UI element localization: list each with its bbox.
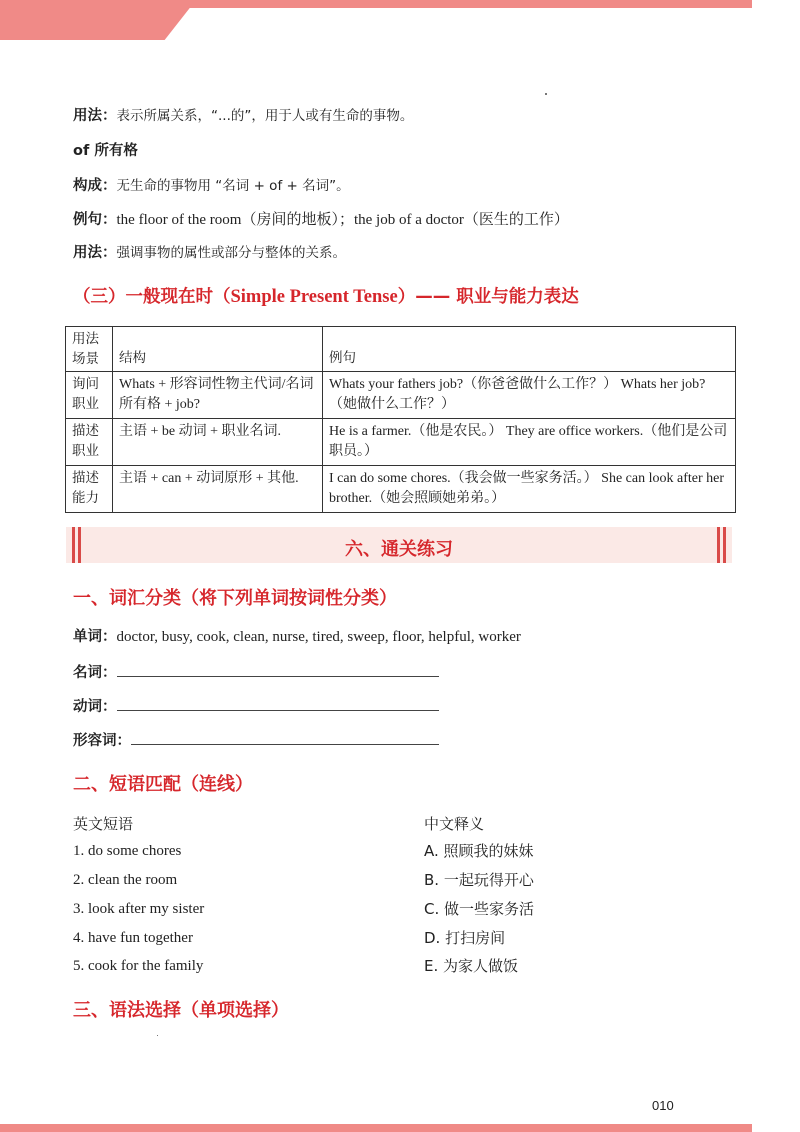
row-label: 询问 职业 <box>72 376 99 412</box>
exercise-1-title: 一、词汇分类（将下列单词按词性分类） <box>73 588 397 609</box>
page-number: 010 <box>652 1098 674 1113</box>
header-usage: 用法 场景 <box>72 331 99 367</box>
form-text: 无生命的事物用 “名词 + of + 名词”。 <box>116 178 350 194</box>
bottom-decor-bar <box>0 1124 752 1132</box>
noun-label: 名词： <box>73 665 117 681</box>
noun-line <box>73 662 439 683</box>
table-header-cell: 例句 <box>323 327 736 372</box>
usage-label-2: 用法： <box>73 245 117 261</box>
table-cell: Whats + 形容词性物主代词/名词所有格 + job? <box>113 372 323 419</box>
words-line <box>73 627 521 647</box>
phrase-item[interactable]: 2. clean the room <box>73 872 178 888</box>
speck <box>157 1035 158 1036</box>
table-row <box>66 419 736 466</box>
exercise-2-title: 二、短语匹配（连线） <box>73 774 253 795</box>
adj-label: 形容词： <box>73 733 131 749</box>
left-column-header: 英文短语 <box>73 815 134 833</box>
example-line <box>73 210 569 230</box>
speck <box>545 93 547 95</box>
table-header-cell: 结构 <box>113 327 323 372</box>
meaning-item[interactable]: C. 做一些家务活 <box>424 900 535 918</box>
phrase-item[interactable]: 1. do some chores <box>73 843 182 859</box>
adj-line <box>73 730 439 751</box>
verb-line <box>73 696 439 717</box>
phrase-item[interactable]: 3. look after my sister <box>73 901 205 917</box>
words-label: 单词： <box>73 629 117 645</box>
table-cell: 主语 + can + 动词原形 + 其他. <box>113 466 323 513</box>
table-header-row <box>66 327 736 372</box>
table-row <box>66 372 736 419</box>
usage-label: 用法： <box>73 108 117 124</box>
noun-answer-blank[interactable] <box>117 662 439 677</box>
words-list: doctor, busy, cook, clean, nurse, tired, sweep, floor, helpful, worker <box>116 629 521 645</box>
form-line <box>73 176 350 196</box>
row-label: 描述 职业 <box>72 423 99 459</box>
example-label: 例句： <box>73 212 117 228</box>
meaning-item[interactable]: E. 为家人做饭 <box>424 957 519 975</box>
adj-answer-blank[interactable] <box>131 730 439 745</box>
meaning-item[interactable]: D. 打扫房间 <box>424 929 506 947</box>
table-header-cell <box>66 327 113 372</box>
meaning-item[interactable]: B. 一起玩得开心 <box>424 871 534 889</box>
form-label: 构成： <box>73 178 117 194</box>
top-corner-decor <box>0 0 196 40</box>
right-column-header: 中文释义 <box>424 815 485 833</box>
section-title-present-tense <box>73 283 579 308</box>
example-text: the floor of the room（房间的地板）；the job of a doctor（医生的工作） <box>116 212 569 228</box>
usage-line-2 <box>73 243 346 263</box>
section-title-post: ）—— 职业与能力表达 <box>397 287 579 307</box>
section-title-pre: （三）一般现在时（ <box>73 287 231 307</box>
usage-text-2: 强调事物的属性或部分与整体的关系。 <box>116 245 346 261</box>
table-cell <box>66 466 113 513</box>
exercise-3-title: 三、语法选择（单项选择） <box>73 1000 289 1021</box>
meaning-item[interactable]: A. 照顾我的妹妹 <box>424 842 534 860</box>
row-label: 描述 能力 <box>72 470 99 506</box>
usage-text: 表示所属关系，“...的”，用于人或有生命的事物。 <box>116 108 414 124</box>
table-cell: I can do some chores.（我会做一些家务活。） She can look after her brother.（她会照顾她弟弟。） <box>323 466 736 513</box>
of-possessive-title: of 所有格 <box>73 143 138 159</box>
phrase-item[interactable]: 4. have fun together <box>73 930 193 946</box>
present-tense-table <box>65 326 736 513</box>
table-cell <box>66 419 113 466</box>
table-cell: He is a farmer.（他是农民。） They are office workers.（他们是公司职员。） <box>323 419 736 466</box>
usage-line-1 <box>73 106 413 126</box>
verb-answer-blank[interactable] <box>117 696 439 711</box>
banner-title: 六、通关练习 <box>345 539 453 560</box>
phrase-item[interactable]: 5. cook for the family <box>73 958 204 974</box>
table-cell: 主语 + be 动词 + 职业名词. <box>113 419 323 466</box>
section-title-en: Simple Present Tense <box>230 287 398 307</box>
practice-banner <box>66 527 732 563</box>
verb-label: 动词： <box>73 699 117 715</box>
table-cell <box>66 372 113 419</box>
table-cell: Whats your fathers job?（你爸爸做什么工作？） Whats her job?（她做什么工作？） <box>323 372 736 419</box>
table-row <box>66 466 736 513</box>
